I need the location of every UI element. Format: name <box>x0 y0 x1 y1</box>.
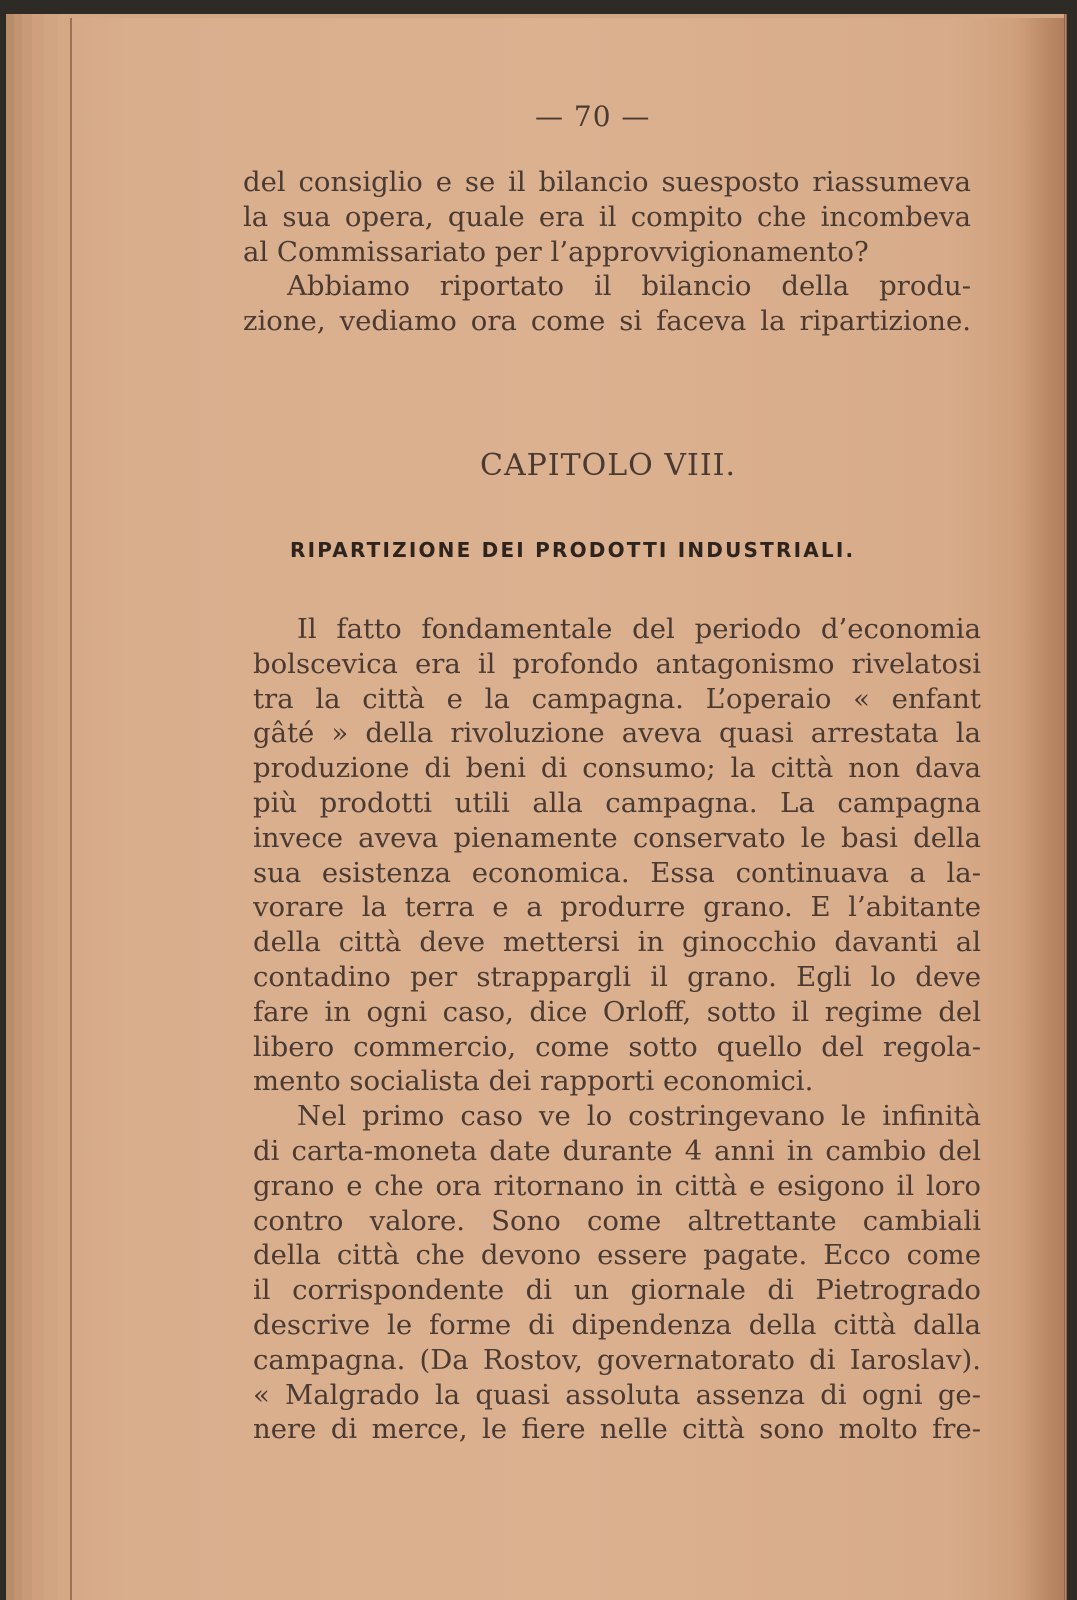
text-line: Il fatto fondamentale del periodo d’economia <box>297 613 981 645</box>
body-text <box>253 612 981 1447</box>
text-line: bolscevica era il profondo antagonismo rivelatosi <box>253 647 981 680</box>
text-line: contro valore. Sono come altrettante cambiali <box>253 1204 981 1237</box>
text-line: grano e che ora ritornano in città e esigono il loro <box>253 1169 981 1202</box>
chapter-title: CAPITOLO VIII. <box>480 448 737 483</box>
text-line: del consiglio e se il bilancio suesposto riassumeva <box>243 166 971 198</box>
text-line: sua esistenza economica. Essa continuava a la- <box>253 856 981 889</box>
intro-paragraph <box>243 165 971 339</box>
text-line: campagna. (Da Rostov, governatorato di Iaroslav). <box>253 1343 981 1376</box>
text-line: « Malgrado la quasi assoluta assenza di ogni ge- <box>253 1378 981 1411</box>
text-line: al Commissariato per l’approvvigionamento? <box>243 235 869 268</box>
page-number: — 70 — <box>535 100 651 133</box>
text-line: zione, vediamo ora come si faceva la ripartizione. <box>243 305 971 338</box>
text-line: della città che devono essere pagate. Ecco come <box>253 1239 981 1272</box>
text-line: contadino per strappargli il grano. Egli lo deve <box>253 960 981 993</box>
text-line: la sua opera, quale era il compito che incombeva <box>243 200 971 233</box>
text-line: gâté » della rivoluzione aveva quasi arrestata la <box>253 717 981 750</box>
section-heading: RIPARTIZIONE DEI PRODOTTI INDUSTRIALI. <box>290 538 856 562</box>
text-line: vorare la terra e a produrre grano. E l’abitante <box>253 891 981 924</box>
text-line: mento socialista dei rapporti economici. <box>253 1065 814 1098</box>
text-line: Nel primo caso ve lo costringevano le infinità <box>297 1100 981 1133</box>
text-line: libero commercio, come sotto quello del regola- <box>253 1030 981 1063</box>
text-line: produzione di beni di consumo; la città non dava <box>253 752 981 785</box>
text-line: tra la città e la campagna. L’operaio « enfant <box>253 682 981 715</box>
text-line: invece aveva pienamente conservato le basi della <box>253 821 981 854</box>
text-line: della città deve mettersi in ginocchio davanti al <box>253 926 981 959</box>
text-line: nere di merce, le fiere nelle città sono molto fre- <box>253 1413 981 1446</box>
text-line: Abbiamo riportato il bilancio della produ- <box>287 270 971 303</box>
text-line: descrive le forme di dipendenza della città dalla <box>253 1308 981 1341</box>
text-line: di carta-moneta date durante 4 anni in cambio del <box>253 1134 981 1167</box>
text-line: fare in ogni caso, dice Orloff, sotto il regime del <box>253 995 981 1028</box>
text-line: il corrispondente di un giornale di Pietrogrado <box>253 1274 981 1307</box>
text-line: più prodotti utili alla campagna. La campagna <box>253 786 981 819</box>
